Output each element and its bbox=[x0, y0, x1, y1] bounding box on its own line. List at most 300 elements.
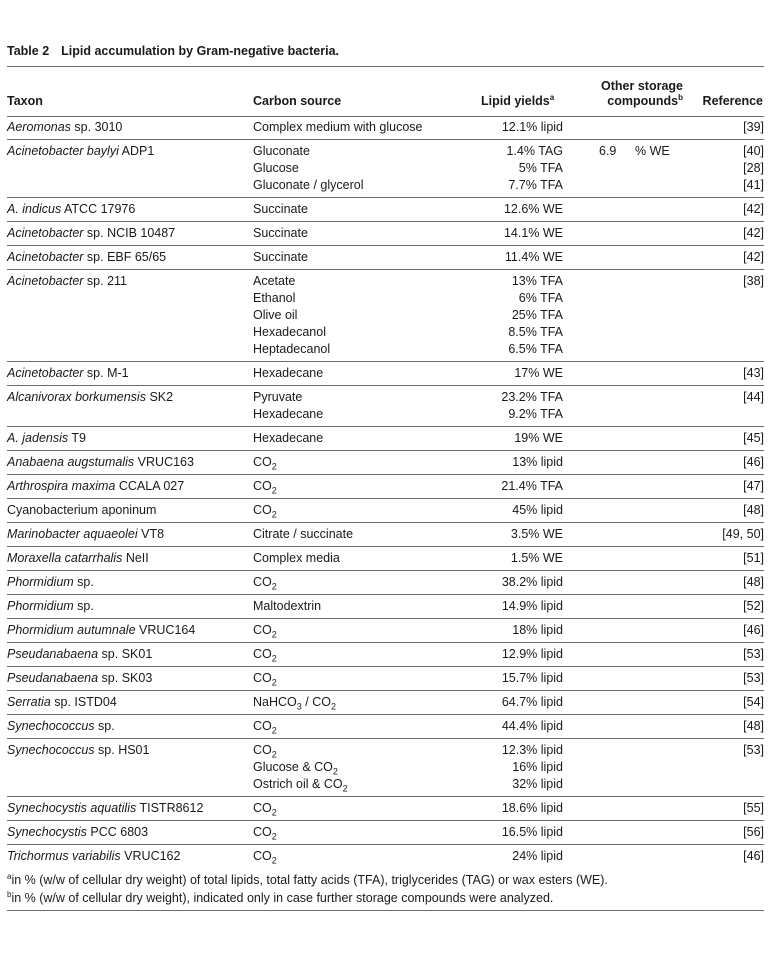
carbon-source-line: Gluconate / glycerol bbox=[253, 178, 364, 192]
lipid-yield-value: 6.5% TFA bbox=[508, 342, 563, 356]
taxon-cell bbox=[7, 643, 253, 667]
table-row bbox=[7, 198, 764, 222]
taxon-genus: Acinetobacter bbox=[7, 250, 84, 264]
subscript: 2 bbox=[271, 461, 277, 472]
lipid-yield-value: 25% TFA bbox=[511, 308, 563, 322]
header-other-storage bbox=[585, 79, 683, 109]
table-row bbox=[7, 222, 764, 246]
reference-value: [48] bbox=[743, 719, 764, 733]
table-row bbox=[7, 643, 764, 667]
reference-value: [53] bbox=[743, 671, 764, 685]
lipid-yield-value: 14.9% lipid bbox=[501, 599, 563, 613]
carbon-source-line bbox=[253, 646, 463, 663]
table-row bbox=[7, 475, 764, 499]
reference-value: [51] bbox=[743, 551, 764, 565]
taxon-genus: Synechococcus bbox=[7, 743, 95, 757]
taxon-genus: Trichormus variabilis bbox=[7, 849, 121, 863]
reference-value: [53] bbox=[743, 743, 764, 757]
taxon-strain: sp. bbox=[98, 719, 115, 733]
carbon-source-line bbox=[253, 800, 463, 817]
lipid-yield-cell bbox=[463, 571, 563, 595]
reference-cell bbox=[693, 595, 764, 619]
lipid-yield-value: 13% TFA bbox=[511, 274, 563, 288]
reference-value: [46] bbox=[743, 623, 764, 637]
taxon-genus: Acinetobacter bbox=[7, 274, 84, 288]
other-storage-cell bbox=[563, 198, 693, 222]
footnote-b-text: in % (w/w of cellular dry weight), indicated only in case further storage compounds were analyzed. bbox=[11, 891, 554, 905]
lipid-yield-cell bbox=[463, 691, 563, 715]
other-storage-cell bbox=[563, 595, 693, 619]
carbon-source-line: Maltodextrin bbox=[253, 599, 322, 613]
subscript: 2 bbox=[271, 749, 277, 760]
lipid-yield-cell bbox=[463, 116, 563, 140]
reference-value: [49, 50] bbox=[722, 527, 764, 541]
carbon-source-line: Citrate / succinate bbox=[253, 527, 354, 541]
table-caption bbox=[7, 44, 339, 58]
lipid-yield-value: 12.9% lipid bbox=[501, 647, 563, 661]
taxon-genus: Aeromonas bbox=[7, 120, 71, 134]
other-storage-cell bbox=[563, 475, 693, 499]
reference-cell bbox=[693, 140, 764, 198]
taxon-strain: ATCC 17976 bbox=[64, 202, 136, 216]
taxon-genus: Acinetobacter bbox=[7, 366, 84, 380]
carbon-text: CO bbox=[253, 825, 272, 839]
other-storage-cell bbox=[563, 619, 693, 643]
subscript: 2 bbox=[332, 766, 338, 777]
carbon-source-line bbox=[253, 776, 463, 793]
taxon-cell bbox=[7, 362, 253, 386]
reference-cell bbox=[693, 427, 764, 451]
other-storage-cell bbox=[563, 270, 693, 362]
lipid-yield-value: 45% lipid bbox=[512, 503, 563, 517]
carbon-source-cell bbox=[253, 715, 463, 739]
taxon-cell bbox=[7, 222, 253, 246]
header-lipid-yields bbox=[481, 94, 554, 109]
taxon-strain: VRUC162 bbox=[124, 849, 181, 863]
carbon-source-cell bbox=[253, 116, 463, 140]
subscript: 2 bbox=[271, 677, 277, 688]
carbon-source-cell bbox=[253, 547, 463, 571]
taxon-strain: sp. SK01 bbox=[101, 647, 153, 661]
carbon-text: CO bbox=[253, 719, 272, 733]
top-rule bbox=[7, 66, 764, 67]
other-storage-cell bbox=[563, 667, 693, 691]
reference-value: [46] bbox=[743, 455, 764, 469]
reference-cell bbox=[693, 571, 764, 595]
carbon-text: CO bbox=[253, 503, 272, 517]
subscript: 2 bbox=[330, 701, 336, 712]
taxon-strain: T9 bbox=[71, 431, 86, 445]
taxon-strain: TISTR8612 bbox=[139, 801, 204, 815]
taxon-cell bbox=[7, 571, 253, 595]
subscript: 2 bbox=[271, 629, 277, 640]
lipid-yield-cell bbox=[463, 667, 563, 691]
carbon-source-cell bbox=[253, 619, 463, 643]
other-storage-cell bbox=[563, 797, 693, 821]
subscript: 2 bbox=[271, 653, 277, 664]
other-storage-cell bbox=[563, 691, 693, 715]
taxon-cell bbox=[7, 246, 253, 270]
reference-value: [43] bbox=[743, 366, 764, 380]
other-storage-value: 6.9 bbox=[599, 144, 617, 158]
taxon-genus: Pseudanabaena bbox=[7, 647, 99, 661]
table-row bbox=[7, 116, 764, 140]
carbon-source-cell bbox=[253, 821, 463, 845]
subscript: 2 bbox=[271, 725, 277, 736]
carbon-source-cell bbox=[253, 643, 463, 667]
table-row bbox=[7, 427, 764, 451]
reference-cell bbox=[693, 386, 764, 427]
carbon-text: CO bbox=[253, 743, 272, 757]
reference-cell bbox=[693, 619, 764, 643]
table-row bbox=[7, 246, 764, 270]
carbon-source-cell bbox=[253, 222, 463, 246]
other-storage-cell bbox=[563, 386, 693, 427]
other-storage-cell bbox=[563, 362, 693, 386]
taxon-genus: Acinetobacter bbox=[7, 226, 84, 240]
lipid-yield-value: 14.1% WE bbox=[503, 226, 563, 240]
reference-cell bbox=[693, 451, 764, 475]
lipid-yield-cell bbox=[463, 140, 563, 198]
taxon-strain: sp. 211 bbox=[86, 274, 127, 288]
table-row bbox=[7, 362, 764, 386]
taxon-genus: Synechocystis bbox=[7, 825, 87, 839]
carbon-source-line: Heptadecanol bbox=[253, 342, 331, 356]
other-storage-unit: % WE bbox=[635, 144, 670, 158]
reference-cell bbox=[693, 246, 764, 270]
carbon-source-line bbox=[253, 742, 463, 759]
bottom-rule bbox=[7, 910, 764, 911]
carbon-source-cell bbox=[253, 451, 463, 475]
other-storage-cell bbox=[563, 715, 693, 739]
carbon-source-line: Ethanol bbox=[253, 291, 296, 305]
taxon-genus: A. jadensis bbox=[7, 431, 69, 445]
table-row bbox=[7, 270, 764, 362]
table-row bbox=[7, 451, 764, 475]
reference-cell bbox=[693, 821, 764, 845]
other-storage-cell bbox=[563, 845, 693, 869]
reference-value: [42] bbox=[743, 202, 764, 216]
lipid-yield-cell bbox=[463, 451, 563, 475]
other-storage-cell bbox=[563, 222, 693, 246]
carbon-source-line bbox=[253, 694, 463, 711]
taxon-cell bbox=[7, 475, 253, 499]
taxon-genus: Moraxella catarrhalis bbox=[7, 551, 123, 565]
carbon-source-line bbox=[253, 718, 463, 735]
taxon-genus: Phormidium bbox=[7, 575, 74, 589]
other-storage-cell bbox=[563, 140, 693, 198]
lipid-yield-value: 16% lipid bbox=[512, 760, 563, 774]
taxon-cell bbox=[7, 547, 253, 571]
carbon-source-line: Acetate bbox=[253, 274, 296, 288]
taxon-strain: VRUC164 bbox=[139, 623, 196, 637]
carbon-text: CO bbox=[253, 575, 272, 589]
reference-value: [39] bbox=[743, 120, 764, 134]
reference-value: [40] bbox=[743, 144, 764, 158]
lipid-yield-cell bbox=[463, 547, 563, 571]
reference-value: [45] bbox=[743, 431, 764, 445]
carbon-source-line bbox=[253, 502, 463, 519]
lipid-yield-cell bbox=[463, 821, 563, 845]
carbon-source-cell bbox=[253, 246, 463, 270]
carbon-source-cell bbox=[253, 739, 463, 797]
taxon-strain: VRUC163 bbox=[137, 455, 194, 469]
other-storage-cell bbox=[563, 427, 693, 451]
carbon-text: NaHCO bbox=[253, 695, 297, 709]
lipid-yield-cell bbox=[463, 523, 563, 547]
carbon-source-line: Olive oil bbox=[253, 308, 298, 322]
footnote-b bbox=[7, 891, 553, 905]
carbon-source-cell bbox=[253, 198, 463, 222]
carbon-source-line: Complex medium with glucose bbox=[253, 120, 423, 134]
subscript: 2 bbox=[271, 509, 277, 520]
reference-cell bbox=[693, 547, 764, 571]
lipid-yield-value: 19% WE bbox=[514, 431, 563, 445]
lipid-yield-value: 5% TFA bbox=[518, 161, 563, 175]
lipid-yield-value: 32% lipid bbox=[512, 777, 563, 791]
table-row bbox=[7, 739, 764, 797]
lipid-yield-cell bbox=[463, 739, 563, 797]
reference-value: [38] bbox=[743, 274, 764, 288]
table-title: Lipid accumulation by Gram-negative bacteria. bbox=[61, 44, 340, 58]
taxon-cell bbox=[7, 499, 253, 523]
taxon-genus: Pseudanabaena bbox=[7, 671, 99, 685]
header-reference: Reference bbox=[702, 94, 763, 108]
reference-cell bbox=[693, 691, 764, 715]
taxon-strain: PCC 6803 bbox=[90, 825, 149, 839]
carbon-source-cell bbox=[253, 427, 463, 451]
lipid-yield-cell bbox=[463, 222, 563, 246]
lipid-yield-value: 3.5% WE bbox=[510, 527, 563, 541]
taxon-cell bbox=[7, 116, 253, 140]
lipid-yield-value: 12.1% lipid bbox=[501, 120, 563, 134]
taxon-strain: sp. SK03 bbox=[101, 671, 153, 685]
table-label: Table 2 bbox=[7, 44, 50, 58]
taxon-genus: Arthrospira maxima bbox=[7, 479, 116, 493]
taxon-genus: Serratia bbox=[7, 695, 51, 709]
taxon-cell bbox=[7, 140, 253, 198]
reference-cell bbox=[693, 845, 764, 869]
reference-value: [55] bbox=[743, 801, 764, 815]
taxon-cell bbox=[7, 845, 253, 869]
lipid-yield-cell bbox=[463, 845, 563, 869]
carbon-text: CO bbox=[253, 479, 272, 493]
taxon-cell bbox=[7, 739, 253, 797]
footnote-a-text: in % (w/w of cellular dry weight) of total lipids, total fatty acids (TFA), triglycerides (TAG) or wax esters (WE). bbox=[11, 873, 608, 887]
carbon-source-line bbox=[253, 574, 463, 591]
reference-cell bbox=[693, 797, 764, 821]
reference-cell bbox=[693, 270, 764, 362]
lipid-yield-value: 16.5% lipid bbox=[501, 825, 563, 839]
reference-value: [47] bbox=[743, 479, 764, 493]
carbon-text: Glucose & CO bbox=[253, 760, 333, 774]
carbon-source-cell bbox=[253, 362, 463, 386]
table-row bbox=[7, 691, 764, 715]
taxon-genus: Phormidium bbox=[7, 599, 74, 613]
subscript: 2 bbox=[271, 855, 277, 866]
lipid-yield-value: 21.4% TFA bbox=[501, 479, 563, 493]
carbon-source-cell bbox=[253, 845, 463, 869]
lipid-yield-value: 12.3% lipid bbox=[501, 743, 563, 757]
carbon-source-cell bbox=[253, 667, 463, 691]
lipid-yield-cell bbox=[463, 499, 563, 523]
taxon-genus: Alcanivorax borkumensis bbox=[7, 390, 146, 404]
carbon-source-cell bbox=[253, 595, 463, 619]
taxon-genus: Acinetobacter baylyi bbox=[7, 144, 119, 158]
reference-value: [48] bbox=[743, 575, 764, 589]
taxon-strain: sp. bbox=[77, 599, 94, 613]
lipid-yield-cell bbox=[463, 643, 563, 667]
carbon-source-line bbox=[253, 454, 463, 471]
reference-cell bbox=[693, 116, 764, 140]
taxon-genus: Synechocystis aquatilis bbox=[7, 801, 137, 815]
taxon-strain: CCALA 027 bbox=[118, 479, 185, 493]
lipid-yield-value: 7.7% TFA bbox=[508, 178, 563, 192]
lipid-yield-value: 17% WE bbox=[514, 366, 563, 380]
lipid-yield-cell bbox=[463, 595, 563, 619]
footnote-a bbox=[7, 873, 608, 887]
carbon-text: CO bbox=[253, 671, 272, 685]
carbon-source-line: Gluconate bbox=[253, 144, 310, 158]
lipid-yield-cell bbox=[463, 198, 563, 222]
header-lipid-label: Lipid yields bbox=[481, 94, 550, 108]
lipid-yield-value: 1.4% TAG bbox=[506, 144, 563, 158]
header-other-line2: compounds bbox=[607, 94, 679, 108]
reference-value: [48] bbox=[743, 503, 764, 517]
table-row bbox=[7, 595, 764, 619]
reference-cell bbox=[693, 739, 764, 797]
taxon-genus: A. indicus bbox=[7, 202, 62, 216]
reference-value: [52] bbox=[743, 599, 764, 613]
table-row bbox=[7, 547, 764, 571]
carbon-source-line bbox=[253, 622, 463, 639]
subscript: 2 bbox=[271, 485, 277, 496]
header-taxon: Taxon bbox=[7, 94, 43, 108]
lipid-yield-value: 24% lipid bbox=[512, 849, 563, 863]
carbon-source-cell bbox=[253, 571, 463, 595]
lipid-yield-value: 38.2% lipid bbox=[501, 575, 563, 589]
carbon-text: Ostrich oil & CO bbox=[253, 777, 343, 791]
other-storage-cell bbox=[563, 246, 693, 270]
lipid-yield-cell bbox=[463, 427, 563, 451]
lipid-yield-value: 8.5% TFA bbox=[508, 325, 563, 339]
lipid-yield-value: 23.2% TFA bbox=[501, 390, 563, 404]
carbon-source-line: Hexadecane bbox=[253, 407, 324, 421]
lipid-yield-value: 15.7% lipid bbox=[501, 671, 563, 685]
header-carbon-source: Carbon source bbox=[253, 94, 342, 108]
carbon-source-cell bbox=[253, 797, 463, 821]
lipid-yield-cell bbox=[463, 246, 563, 270]
taxon-cell bbox=[7, 523, 253, 547]
table-body bbox=[7, 116, 764, 868]
carbon-text: CO bbox=[253, 647, 272, 661]
lipid-yield-value: 18.6% lipid bbox=[501, 801, 563, 815]
carbon-source-cell bbox=[253, 499, 463, 523]
other-storage-cell bbox=[563, 451, 693, 475]
taxon-genus: Anabaena augstumalis bbox=[7, 455, 135, 469]
carbon-source-line: Succinate bbox=[253, 202, 308, 216]
carbon-text: CO bbox=[253, 801, 272, 815]
reference-value: [53] bbox=[743, 647, 764, 661]
lipid-yield-cell bbox=[463, 715, 563, 739]
other-storage-cell bbox=[563, 739, 693, 797]
header-other-line1: Other storage bbox=[601, 79, 683, 93]
carbon-source-line: Hexadecane bbox=[253, 431, 324, 445]
table-row bbox=[7, 386, 764, 427]
reference-cell bbox=[693, 499, 764, 523]
lipid-table bbox=[7, 116, 764, 868]
table-row bbox=[7, 140, 764, 198]
taxon-cell bbox=[7, 595, 253, 619]
lipid-yield-cell bbox=[463, 270, 563, 362]
taxon-strain: sp. bbox=[77, 575, 94, 589]
table-row bbox=[7, 667, 764, 691]
subscript: 2 bbox=[271, 581, 277, 592]
other-storage-cell bbox=[563, 821, 693, 845]
carbon-source-line: Succinate bbox=[253, 226, 308, 240]
reference-cell bbox=[693, 475, 764, 499]
carbon-source-cell bbox=[253, 523, 463, 547]
subscript: 2 bbox=[271, 807, 277, 818]
lipid-yield-value: 12.6% WE bbox=[503, 202, 563, 216]
reference-cell bbox=[693, 198, 764, 222]
reference-value: [46] bbox=[743, 849, 764, 863]
taxon-cell bbox=[7, 691, 253, 715]
subscript: 2 bbox=[342, 783, 348, 794]
taxon-genus: Marinobacter aquaeolei bbox=[7, 527, 138, 541]
other-storage-cell bbox=[563, 523, 693, 547]
other-storage-cell bbox=[563, 499, 693, 523]
other-storage-cell bbox=[563, 547, 693, 571]
taxon-cell bbox=[7, 427, 253, 451]
table-row bbox=[7, 619, 764, 643]
taxon-strain: Cyanobacterium aponinum bbox=[7, 503, 157, 517]
taxon-cell bbox=[7, 386, 253, 427]
lipid-yield-cell bbox=[463, 475, 563, 499]
carbon-text: CO bbox=[253, 849, 272, 863]
table-row bbox=[7, 571, 764, 595]
carbon-source-cell bbox=[253, 386, 463, 427]
taxon-strain: ADP1 bbox=[121, 144, 155, 158]
carbon-text: / CO bbox=[301, 695, 331, 709]
other-storage-cell bbox=[563, 643, 693, 667]
subscript: 2 bbox=[271, 831, 277, 842]
lipid-yield-value: 18% lipid bbox=[512, 623, 563, 637]
taxon-cell bbox=[7, 619, 253, 643]
taxon-cell bbox=[7, 715, 253, 739]
carbon-text: CO bbox=[253, 455, 272, 469]
carbon-source-line: Complex media bbox=[253, 551, 340, 565]
taxon-cell bbox=[7, 667, 253, 691]
carbon-source-line bbox=[253, 824, 463, 841]
reference-cell bbox=[693, 222, 764, 246]
carbon-source-line bbox=[253, 759, 463, 776]
taxon-strain: sp. ISTD04 bbox=[54, 695, 117, 709]
taxon-genus: Synechococcus bbox=[7, 719, 95, 733]
table-row bbox=[7, 715, 764, 739]
carbon-source-line: Hexadecane bbox=[253, 366, 324, 380]
lipid-yield-value: 6% TFA bbox=[518, 291, 563, 305]
carbon-source-cell bbox=[253, 270, 463, 362]
lipid-yield-cell bbox=[463, 797, 563, 821]
carbon-source-line: Hexadecanol bbox=[253, 325, 326, 339]
reference-value: [42] bbox=[743, 250, 764, 264]
taxon-genus: Phormidium autumnale bbox=[7, 623, 136, 637]
lipid-yield-value: 13% lipid bbox=[512, 455, 563, 469]
carbon-source-cell bbox=[253, 691, 463, 715]
reference-value: [28] bbox=[743, 161, 764, 175]
carbon-source-line bbox=[253, 478, 463, 495]
